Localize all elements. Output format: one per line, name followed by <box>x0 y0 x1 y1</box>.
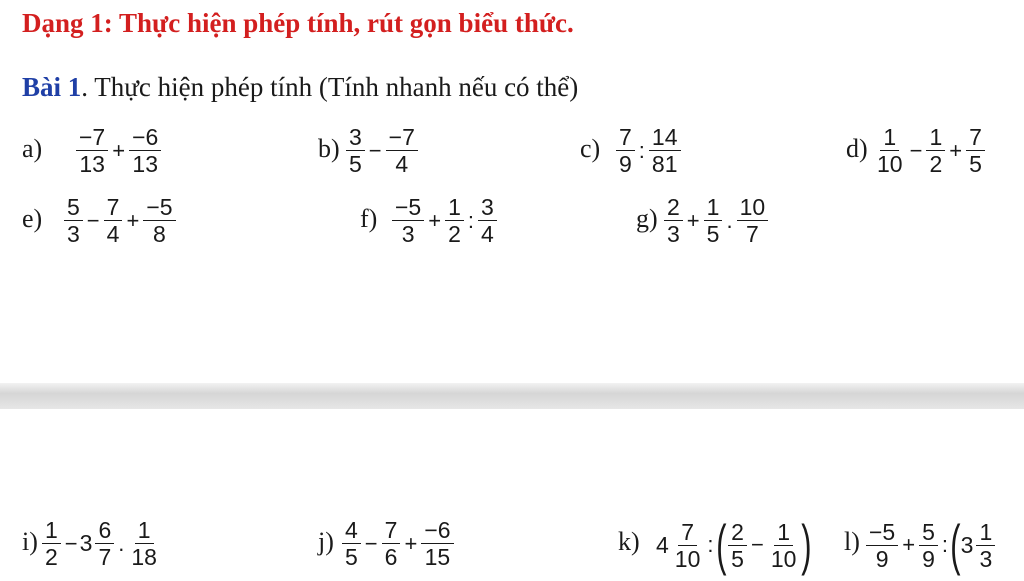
mixed-whole: 3 <box>79 530 93 556</box>
fraction: $\frac{-5}{3}$ <box>392 194 424 247</box>
page-divider <box>0 383 1024 409</box>
problem-label: i) <box>22 527 38 556</box>
problem-label: g) <box>636 204 658 233</box>
fraction: $\frac{1}{2}$ <box>42 517 61 570</box>
fraction: $\frac{10}{7}$ <box>737 194 769 247</box>
exercise-heading <box>22 72 578 103</box>
problem-label: d) <box>846 134 868 163</box>
fraction: $\frac{1}{10}$ <box>770 518 797 572</box>
problem-label: l) <box>844 527 860 556</box>
mixed-whole: 3 <box>960 531 974 558</box>
fraction: $\frac{1}{10}$ <box>877 124 903 177</box>
fraction: $\frac{-7}{4}$ <box>386 124 418 177</box>
fraction: $\frac{7}{10}$ <box>674 518 701 572</box>
fraction: $\frac{1}{5}$ <box>704 194 723 247</box>
problem-label: k) <box>618 527 640 556</box>
fraction: $\frac{-6}{13}$ <box>129 124 161 177</box>
fraction: $\frac{7}{5}$ <box>966 124 985 177</box>
fraction: $\frac{1}{3}$ <box>976 519 995 572</box>
fraction: $\frac{1}{18}$ <box>131 517 157 570</box>
fraction: $\frac{7}{6}$ <box>382 517 401 570</box>
fraction: $\frac{3}{5}$ <box>346 124 365 177</box>
problem-label: j) <box>318 527 334 556</box>
mixed-whole: 4 <box>656 531 669 558</box>
section-heading: Dạng 1: Thực hiện phép tính, rút gọn biểu thức. <box>22 8 574 38</box>
fraction: $\frac{14}{81}$ <box>649 124 681 177</box>
fraction: $\frac{7}{9}$ <box>616 124 635 177</box>
problem-label: a) <box>22 134 43 163</box>
fraction: $\frac{-6}{15}$ <box>421 517 453 570</box>
fraction: $\frac{6}{7}$ <box>95 517 114 570</box>
left-parenthesis: ( <box>715 513 726 576</box>
left-parenthesis: ( <box>950 513 961 576</box>
fraction: $\frac{1}{2}$ <box>926 124 945 177</box>
problem-label: b) <box>318 134 340 163</box>
fraction: $\frac{2}{3}$ <box>664 194 683 247</box>
exercise-instruction: . Thực hiện phép tính (Tính nhanh nếu có thể) <box>81 72 579 102</box>
fraction: $\frac{-7}{13}$ <box>76 124 108 177</box>
problem-label: c) <box>580 134 601 163</box>
fraction: $\frac{1}{2}$ <box>445 194 464 247</box>
problem-label: e) <box>22 204 43 233</box>
fraction: $\frac{2}{5}$ <box>728 519 747 572</box>
fraction: $\frac{4}{5}$ <box>342 517 361 570</box>
exercise-label: Bài 1 <box>22 72 82 102</box>
fraction: $\frac{5}{3}$ <box>64 194 83 247</box>
fraction: $\frac{-5}{9}$ <box>866 519 898 572</box>
fraction: $\frac{-5}{8}$ <box>143 194 175 247</box>
right-parenthesis: ) <box>801 513 812 576</box>
fraction: $\frac{7}{4}$ <box>104 194 123 247</box>
problem-label: f) <box>360 204 378 233</box>
fraction: $\frac{5}{9}$ <box>919 519 938 572</box>
fraction: $\frac{3}{4}$ <box>478 194 497 247</box>
